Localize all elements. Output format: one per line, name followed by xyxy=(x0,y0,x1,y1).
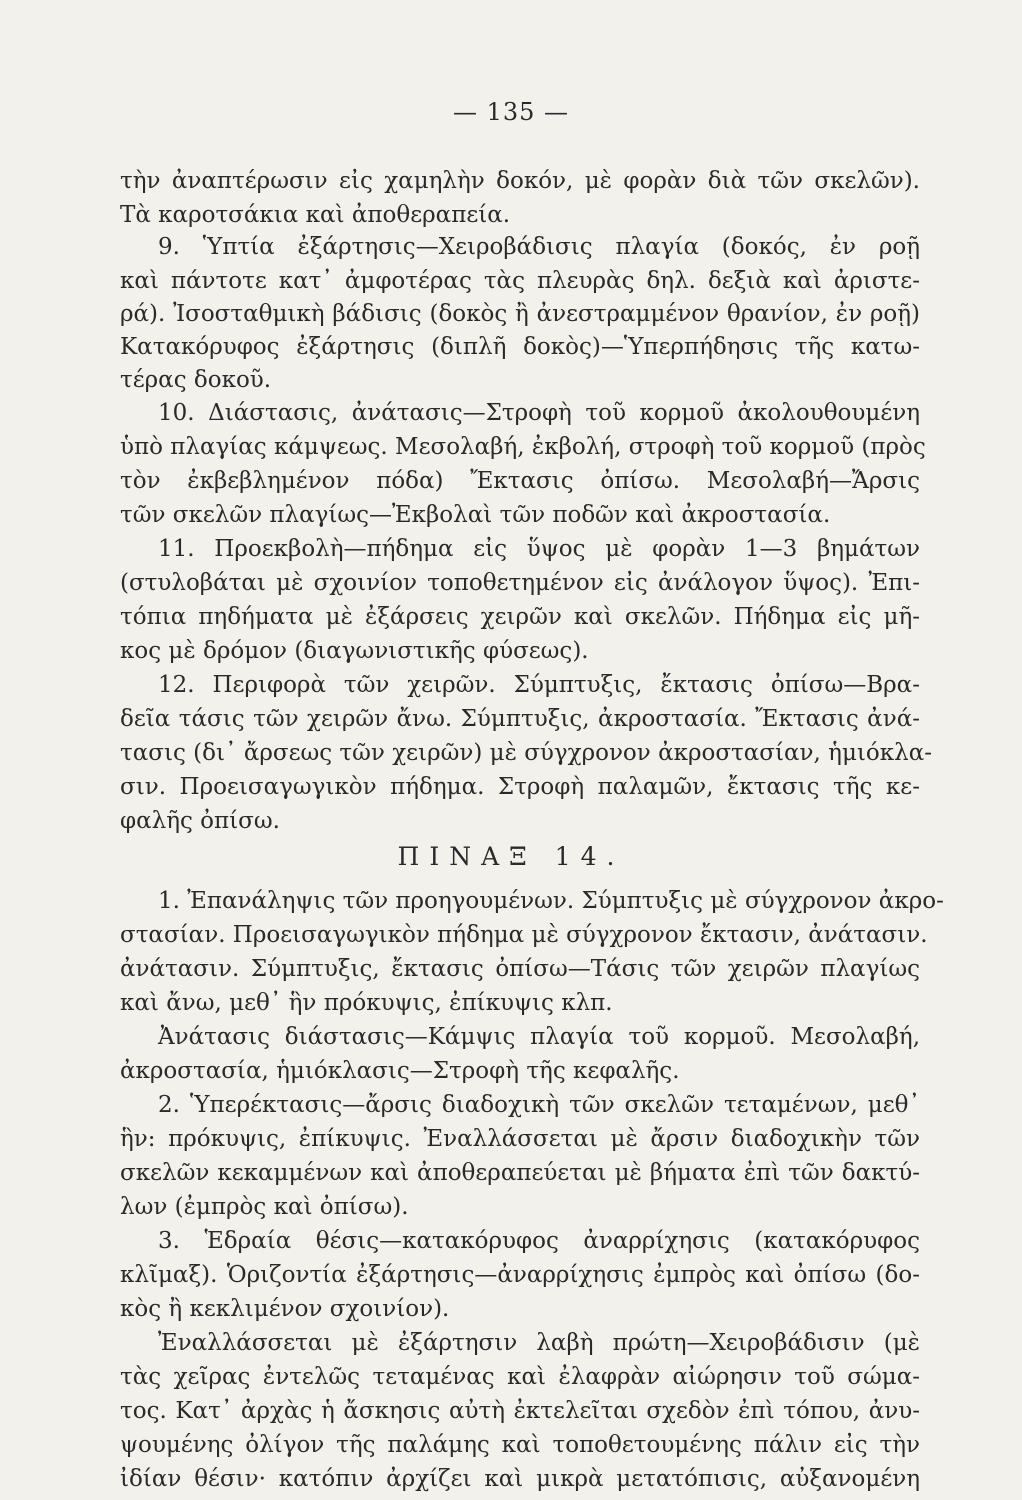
text-line: ἣν: πρόκυψις, ἐπίκυψις. Ἐναλλάσσεται μὲ ἄρσιν διαδοχικὴν τῶν xyxy=(120,1126,920,1152)
text-line: τὴν ἀναπτέρωσιν εἰς χαμηλὴν δοκόν, μὲ φορὰν διὰ τῶν σκελῶν). xyxy=(120,168,920,194)
text-line: τὸν ἐκβεβλημένον πόδα) Ἔκτασις ὀπίσω. Μεσολαβή—Ἄρσις xyxy=(120,468,920,494)
text-line: τασις (δι᾽ ἄρσεως τῶν χειρῶν) μὲ σύγχρονον ἀκροστασίαν, ἡμιόκλα- xyxy=(120,740,933,766)
text-line: Τὰ καροτσάκια καὶ ἀποθεραπεία. xyxy=(120,202,511,228)
section-heading: ΠΙΝΑΞ 14. xyxy=(397,842,625,871)
text-line: ρά). Ἰσοσταθμικὴ βάδισις (δοκὸς ἢ ἀνεστραμμένον θρανίον, ἐν ροῇ) xyxy=(120,301,920,327)
text-line: 1. Ἐπανάληψις τῶν προηγουμένων. Σύμπτυξις μὲ σύγχρονον ἀκρο- xyxy=(158,888,944,914)
text-line: τὰς χεῖρας ἐντελῶς τεταμένας καὶ ἐλαφρὰν αἰώρησιν τοῦ σώμα- xyxy=(120,1364,920,1390)
text-line: στασίαν. Προεισαγωγικὸν πήδημα μὲ σύγχρονον ἔκτασιν, ἀνάτασιν. xyxy=(120,922,928,948)
text-line: δεῖα τάσις τῶν χειρῶν ἄνω. Σύμπτυξις, ἀκροστασία. Ἔκτασις ἀνά- xyxy=(120,706,920,732)
text-line: τέρας δοκοῦ. xyxy=(120,367,272,393)
text-line: καὶ πάντοτε κατ᾽ ἀμφοτέρας τὰς πλευρὰς δηλ. δεξιὰ καὶ ἀριστε- xyxy=(120,268,920,294)
text-line: ἰδίαν θέσιν· κατόπιν ἀρχίζει καὶ μικρὰ μετατόπισις, αὐξανομένη xyxy=(120,1466,920,1492)
page-number: — 135 — xyxy=(452,98,570,126)
text-line: ὑπὸ πλαγίας κάμψεως. Μεσολαβή, ἐκβολή, στροφὴ τοῦ κορμοῦ (πρὸς xyxy=(120,434,926,460)
text-line: φαλῆς ὀπίσω. xyxy=(120,808,280,834)
text-line: λων (ἐμπρὸς καὶ ὀπίσω). xyxy=(120,1194,409,1220)
text-line: σκελῶν κεκαμμένων καὶ ἀποθεραπεύεται μὲ βήματα ἐπὶ τῶν δακτύ- xyxy=(120,1160,920,1186)
text-line: 12. Περιφορὰ τῶν χειρῶν. Σύμπτυξις, ἔκτασις ὀπίσω—Βρα- xyxy=(158,672,920,698)
text-line: τος. Κατ᾽ ἀρχὰς ἡ ἄσκησις αὐτὴ ἐκτελεῖται σχεδὸν ἐπὶ τόπου, ἀνυ- xyxy=(120,1398,920,1424)
text-line: 2. Ὑπερέκτασις—ἄρσις διαδοχικὴ τῶν σκελῶν τεταμένων, μεθ᾽ xyxy=(158,1092,920,1118)
text-line: σιν. Προεισαγωγικὸν πήδημα. Στροφὴ παλαμῶν, ἔκτασις τῆς κε- xyxy=(120,774,920,800)
text-line: 10. Διάστασις, ἀνάτασις—Στροφὴ τοῦ κορμοῦ ἀκολουθουμένη xyxy=(158,400,920,426)
text-line: ἀνάτασιν. Σύμπτυξις, ἔκτασις ὀπίσω—Τάσις τῶν χειρῶν πλαγίως xyxy=(120,956,920,982)
text-line: ψουμένης ὀλίγον τῆς παλάμης καὶ τοποθετουμένης πάλιν εἰς τὴν xyxy=(120,1432,920,1458)
text-line: κὸς ἢ κεκλιμένον σχοινίον). xyxy=(120,1296,450,1322)
text-line: Ἐναλλάσσεται μὲ ἐξάρτησιν λαβὴ πρώτη—Χειροβάδισιν (μὲ xyxy=(158,1330,920,1356)
text-line: ἀκροστασία, ἡμιόκλασις—Στροφὴ τῆς κεφαλῆς. xyxy=(120,1058,680,1084)
text-line: κλῖμαξ). Ὁριζοντία ἐξάρτησις—ἀναρρίχησις ἐμπρὸς καὶ ὀπίσω (δο- xyxy=(120,1262,920,1288)
text-line: κος μὲ δρόμον (διαγωνιστικῆς φύσεως). xyxy=(120,638,589,664)
text-line: 3. Ἑδραία θέσις—κατακόρυφος ἀναρρίχησις (κατακόρυφος xyxy=(158,1228,920,1254)
text-line: καὶ ἄνω, μεθ᾽ ἣν πρόκυψις, ἐπίκυψις κλπ. xyxy=(120,990,613,1016)
text-line: Ἀνάτασις διάστασις—Κάμψις πλαγία τοῦ κορμοῦ. Μεσολαβή, xyxy=(158,1024,920,1050)
text-line: τόπια πηδήματα μὲ ἐξάρσεις χειρῶν καὶ σκελῶν. Πήδημα εἰς μῆ- xyxy=(120,604,920,630)
text-line: Κατακόρυφος ἐξάρτησις (διπλῆ δοκὸς)—Ὑπερπήδησις τῆς κατω- xyxy=(120,334,920,360)
text-line: 9. Ὑπτία ἐξάρτησις—Χειροβάδισις πλαγία (δοκός, ἐν ροῇ xyxy=(158,234,920,260)
text-line: 11. Προεκβολὴ—πήδημα εἰς ὕψος μὲ φορὰν 1—3 βημάτων xyxy=(158,536,920,562)
text-line: τῶν σκελῶν πλαγίως—Ἐκβολαὶ τῶν ποδῶν καὶ ἀκροστασία. xyxy=(120,502,831,528)
text-line: (στυλοβάται μὲ σχοινίον τοποθετημένον εἰς ἀνάλογον ὕψος). Ἐπι- xyxy=(120,570,920,596)
